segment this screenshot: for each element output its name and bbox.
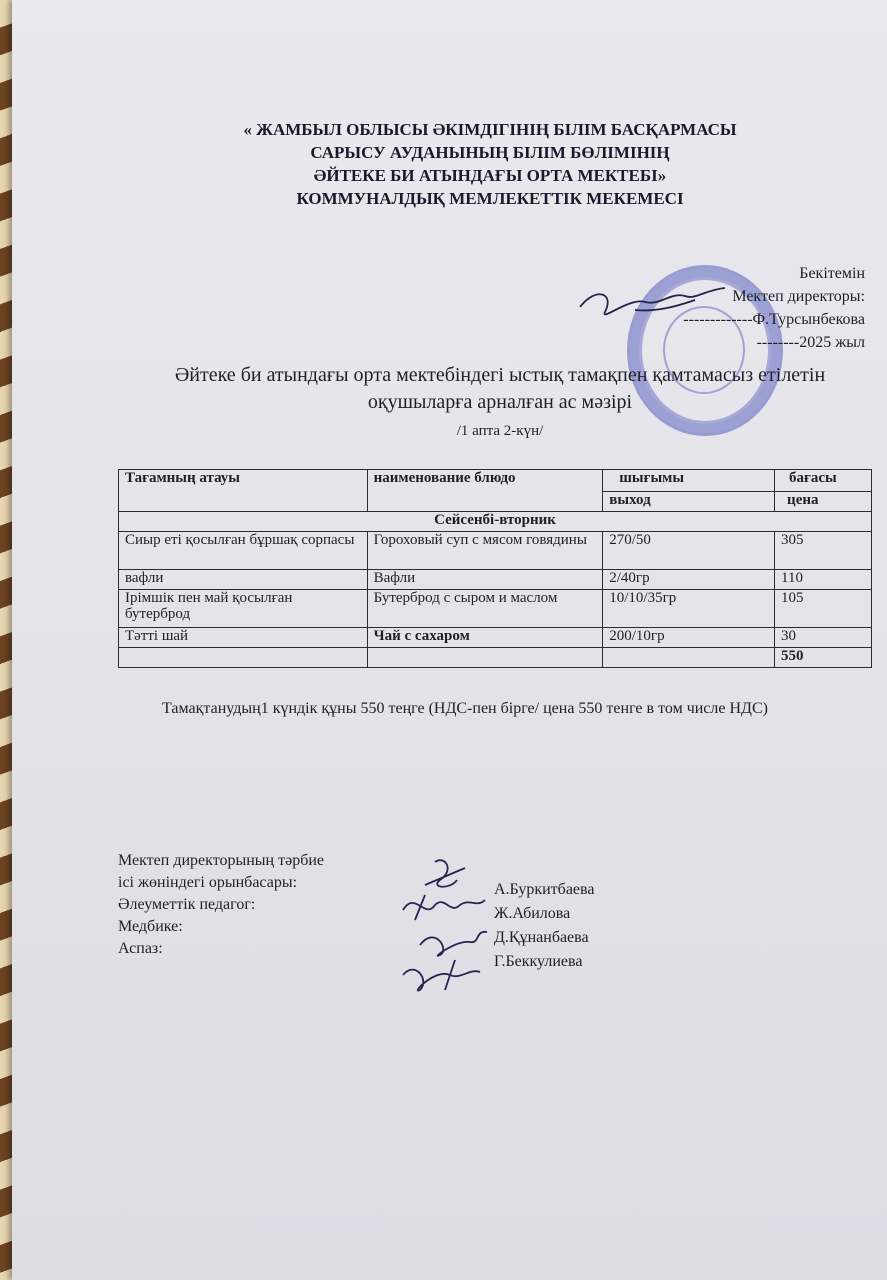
dish-name-kz: Сиыр еті қосылған бұршақ сорпасы [119, 532, 368, 570]
approval-line-1: Бекітемін [799, 265, 865, 282]
name-line: А.Буркитбаева [494, 881, 595, 898]
role-line: Аспаз: [118, 940, 163, 957]
dish-price: 305 [775, 532, 872, 570]
name-line: Ж.Абилова [494, 905, 571, 922]
total-empty-cell [367, 648, 603, 668]
dish-yield: 10/10/35гр [603, 590, 775, 628]
menu-title-line-2: оқушыларға арналған ас мәзірі [367, 391, 633, 413]
approval-line-2: Мектеп директоры: [732, 288, 865, 305]
role-line: Медбике: [118, 918, 183, 935]
header-line-2: САРЫСУ АУДАНЫНЫҢ БІЛІМ БӨЛІМІНІҢ [310, 143, 670, 162]
header-yield-ru: выход [603, 492, 775, 512]
table-row [119, 570, 872, 590]
table-row [119, 532, 872, 570]
dish-name-ru: Бутерброд с сыром и маслом [367, 590, 603, 628]
menu-title-line-1: Әйтеке би атындағы орта мектебіндегі ыстық тамақпен қамтамасыз етілетін [174, 364, 826, 386]
signature-roles [118, 850, 398, 960]
header-line-3: ӘЙТЕКЕ БИ АТЫНДАҒЫ ОРТА МЕКТЕБІ» [313, 166, 667, 185]
role-line: Әлеуметтік педагог: [118, 896, 256, 913]
approval-block [645, 262, 865, 354]
staff-signatures [395, 850, 495, 1000]
menu-subtitle: /1 апта 2-күн/ [456, 423, 544, 439]
dish-name-kz: вафли [119, 570, 368, 590]
dish-yield: 270/50 [603, 532, 775, 570]
header-line-4: КОММУНАЛДЫҚ МЕМЛЕКЕТТІК МЕКЕМЕСІ [296, 189, 684, 208]
table-day-row [119, 512, 872, 532]
dish-name-kz: Ірімшік пен май қосылған бутерброд [119, 590, 368, 628]
menu-title [130, 362, 870, 416]
name-line: Г.Беккулиева [494, 953, 583, 970]
role-line: Мектеп директорының тәрбие [118, 852, 325, 869]
approval-line-3: -------------Ф.Турсынбекова [683, 311, 865, 328]
total-empty-cell [603, 648, 775, 668]
day-label: Сейсенбі-вторник [119, 512, 872, 532]
dish-price: 30 [775, 628, 872, 648]
header-yield-kz: шығымы [603, 470, 775, 492]
header-name-kz: Тағамның атауы [119, 470, 368, 512]
header-price-ru: цена [775, 492, 872, 512]
dish-name-ru: Гороховый суп с мясом говядины [367, 532, 603, 570]
total-empty-cell [119, 648, 368, 668]
dish-name-ru: Вафли [367, 570, 603, 590]
header-name-ru: наименование блюдо [367, 470, 603, 512]
daily-cost-note: Тамақтанудың1 күндік құны 550 теңге (НДС-пен бірге/ цена 550 тенге в том числе НДС) [162, 700, 768, 717]
role-line: ісі жөніндегі орынбасары: [118, 874, 298, 891]
table-header-row [119, 470, 872, 492]
table-row [119, 590, 872, 628]
institution-header [140, 118, 840, 210]
header-price-kz: бағасы [775, 470, 872, 492]
dish-price: 105 [775, 590, 872, 628]
total-price: 550 [775, 648, 872, 668]
dish-name-kz: Тәтті шай [119, 628, 368, 648]
table-row [119, 628, 872, 648]
name-line: Д.Құнанбаева [494, 929, 589, 946]
menu-table [118, 469, 872, 668]
dish-yield: 200/10гр [603, 628, 775, 648]
dish-name-ru: Чай с сахаром [367, 628, 603, 648]
dish-yield: 2/40гр [603, 570, 775, 590]
header-line-1: « ЖАМБЫЛ ОБЛЫСЫ ӘКІМДІГІНІҢ БІЛІМ БАСҚАРМАСЫ [243, 120, 737, 139]
signature-names [494, 878, 694, 974]
approval-line-4: --------2025 жыл [756, 334, 865, 351]
dish-price: 110 [775, 570, 872, 590]
table-total-row [119, 648, 872, 668]
